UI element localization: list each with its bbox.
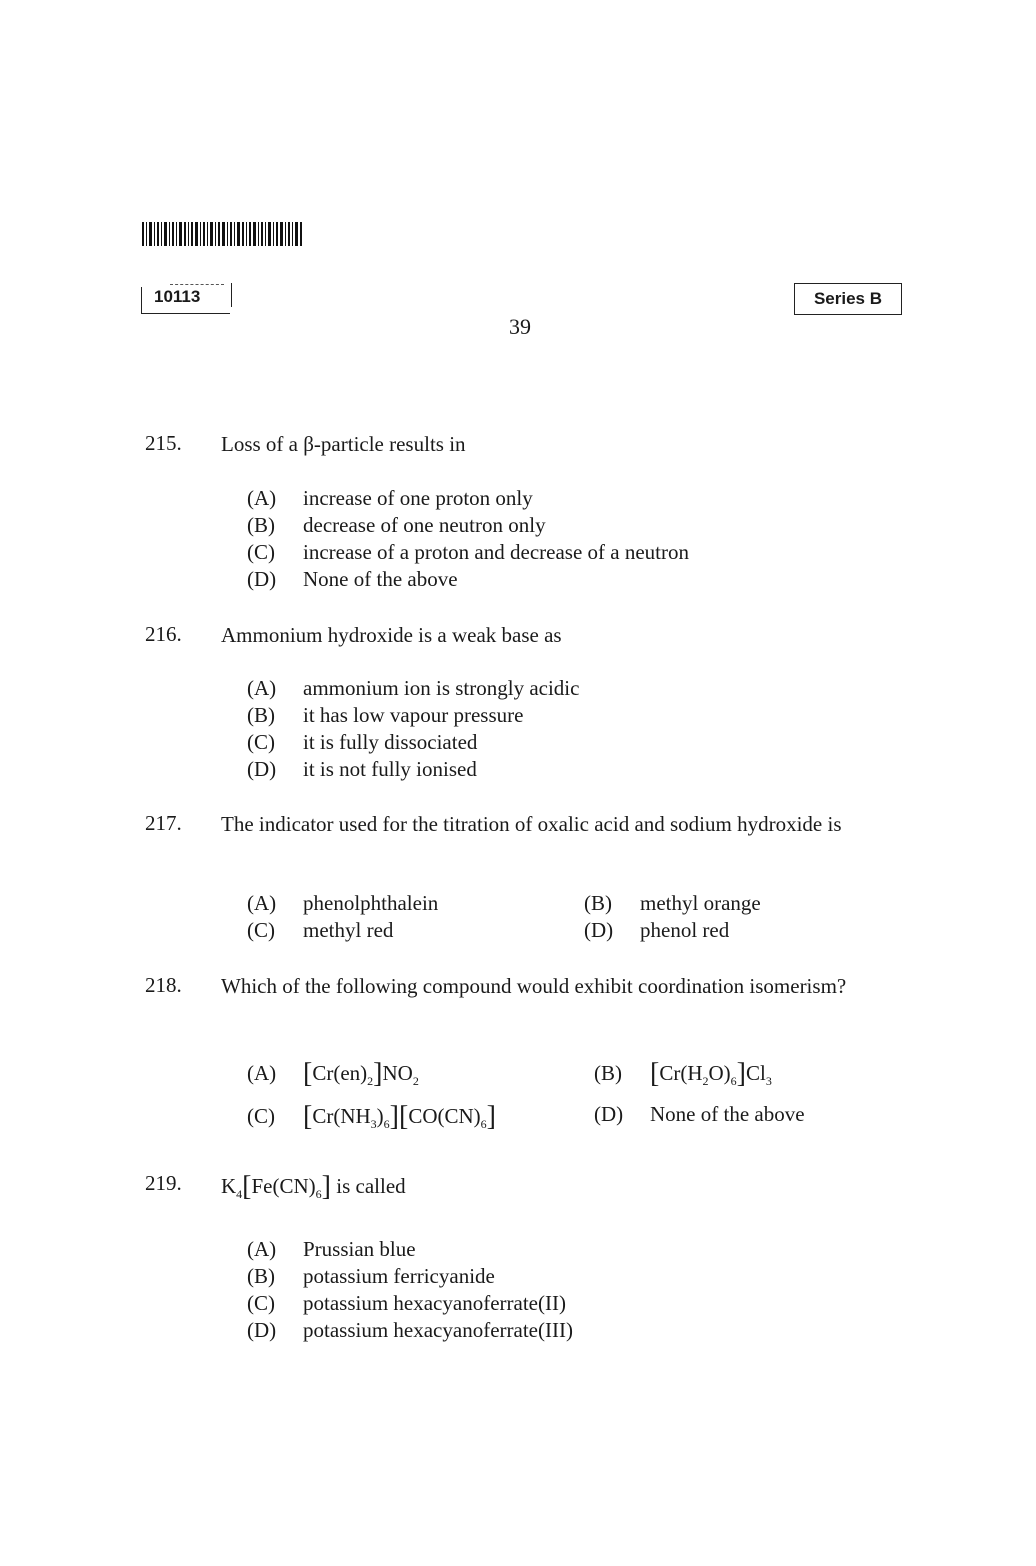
option-label: (A) [247, 486, 277, 510]
option-label: (A) [247, 1061, 277, 1085]
option-label: (B) [247, 703, 275, 727]
option-label: (B) [247, 513, 275, 537]
option-text: phenol red [640, 918, 730, 942]
barcode-image [142, 222, 304, 246]
question-number: 219. [145, 1171, 182, 1195]
option [247, 1237, 416, 1262]
question-stem: Ammonium hydroxide is a weak base as [221, 623, 562, 647]
option [247, 676, 579, 701]
option-text: decrease of one neutron only [303, 513, 546, 537]
option-text: potassium hexacyanoferrate(III) [303, 1318, 573, 1342]
option [247, 1264, 495, 1289]
page-number: 39 [509, 314, 531, 339]
option [247, 1099, 496, 1132]
option-label: (B) [584, 891, 612, 915]
option [247, 703, 523, 728]
option [247, 730, 477, 755]
option-formula: $[Cr(H_2O)_6]Cl_3$ [650, 1058, 772, 1089]
question-number: 216. [145, 622, 182, 646]
option-label: (C) [247, 1104, 275, 1128]
option-text: it is fully dissociated [303, 730, 478, 754]
option-label: (B) [594, 1061, 622, 1085]
option-text: Prussian blue [303, 1237, 416, 1261]
series-box [794, 283, 902, 315]
option [247, 1291, 566, 1316]
option-label: (B) [247, 1264, 275, 1288]
option-text: increase of a proton and decrease of a neutron [303, 540, 689, 564]
option [247, 567, 458, 592]
option-label: (C) [247, 918, 275, 942]
option [584, 918, 729, 943]
question-stem: $K_4[Fe(CN)_6]$ is called [221, 1171, 406, 1202]
option-text: None of the above [650, 1102, 805, 1126]
option-text: potassium hexacyanoferrate(II) [303, 1291, 566, 1315]
paper-code-box [141, 287, 230, 314]
option-formula: $[Cr(en)_2]NO_2$ [303, 1058, 419, 1089]
question-number: 215. [145, 431, 182, 455]
option-text: methyl red [303, 918, 394, 942]
option-text: ammonium ion is strongly acidic [303, 676, 580, 700]
option-label: (A) [247, 1237, 277, 1261]
option [247, 486, 533, 511]
option [247, 1318, 573, 1343]
option-text: it has low vapour pressure [303, 703, 524, 727]
paper-code: 10113 [154, 287, 201, 306]
option-text: None of the above [303, 567, 458, 591]
option [247, 757, 477, 782]
question-stem: Loss of a β-particle results in [221, 432, 466, 456]
question-stem: Which of the following compound would exhibit coordination isomerism? [221, 974, 847, 998]
option-label: (A) [247, 891, 277, 915]
option-label: (C) [247, 730, 275, 754]
option-label: (D) [584, 918, 614, 942]
question-stem-suffix: is called [336, 1174, 406, 1198]
question-number: 218. [145, 973, 182, 997]
option [594, 1056, 772, 1089]
option-text: it is not fully ionised [303, 757, 477, 781]
option [247, 891, 438, 916]
question-number: 217. [145, 811, 182, 835]
option-label: (C) [247, 1291, 275, 1315]
option-text: potassium ferricyanide [303, 1264, 495, 1288]
option [594, 1102, 805, 1127]
option [584, 891, 761, 916]
option-label: (D) [594, 1102, 624, 1126]
option [247, 918, 393, 943]
option-text: phenolphthalein [303, 891, 439, 915]
option-label: (D) [247, 757, 277, 781]
option-text: increase of one proton only [303, 486, 533, 510]
option [247, 513, 546, 538]
option-label: (D) [247, 567, 277, 591]
option-label: (C) [247, 540, 275, 564]
series-label: Series B [813, 289, 883, 308]
option-label: (A) [247, 676, 277, 700]
option-text: methyl orange [640, 891, 761, 915]
option [247, 540, 689, 565]
question-stem: The indicator used for the titration of oxalic acid and sodium hydroxide is [221, 812, 842, 836]
option-formula: $[Cr(NH_3)_6][CO(CN)_6]$ [303, 1101, 496, 1132]
option-label: (D) [247, 1318, 277, 1342]
option [247, 1056, 419, 1089]
